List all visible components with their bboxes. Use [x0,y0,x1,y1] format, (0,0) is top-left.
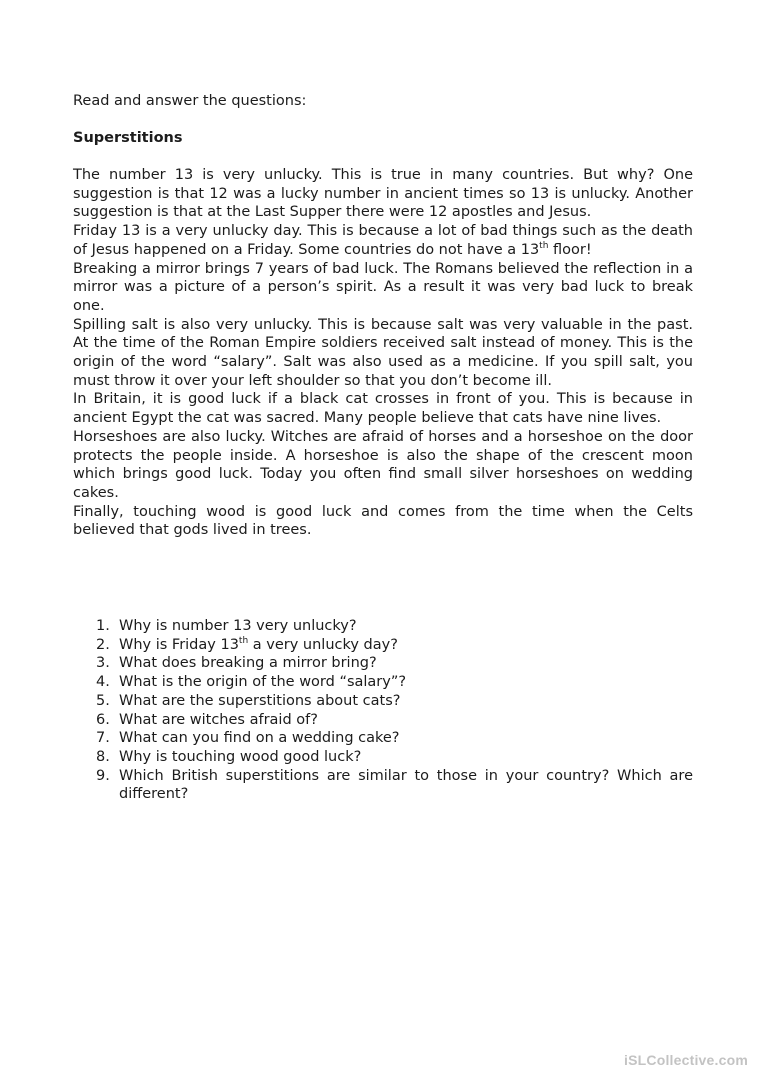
question-text: What are the superstitions about cats? [119,692,401,709]
question-number: 1. [96,618,110,634]
instruction-text: Read and answer the questions: [73,93,307,109]
superscript: th [238,635,249,646]
question-item [73,692,693,711]
paragraph-text: The number 13 is very unlucky. This is true in many countries. But why? One suggestion is that 12 was a lucky number in ancient times so 13 is unlucky. Another suggestion is that at the Last Supper there were 12 apostles and Jesus. [73,167,693,221]
paragraph [73,503,693,540]
question-item [73,748,693,767]
question-number: 8. [96,748,110,765]
question-text: Why is Friday 13 [119,636,239,653]
paragraph [73,166,693,222]
question-item [73,711,693,730]
question-item [73,654,693,673]
paragraph [73,260,693,316]
question-number: 2. [96,636,110,653]
paragraph [73,222,693,259]
question-text: What are witches afraid of? [119,711,318,728]
question-item [73,617,693,636]
question-number: 7. [96,730,110,747]
question-text: What is the origin of the word “salary”? [119,674,407,691]
worksheet-title: Superstitions [73,130,183,146]
question-text: What does breaking a mirror bring? [119,655,377,672]
paragraph-text: floor! [548,241,592,258]
reading-text [73,166,693,540]
question-item [73,767,693,804]
paragraph-text: In Britain, it is good luck if a black cat crosses in front of you. This is because in ancient Egypt the cat was sacred. Many people believe that cats have nine lives. [73,391,693,427]
question-item [73,729,693,748]
question-number: 5. [96,692,110,709]
question-number: 3. [96,655,110,672]
question-text: What can you find on a wedding cake? [119,730,400,747]
paragraph [73,428,693,503]
paragraph [73,390,693,427]
question-list [73,617,693,804]
question-text: Which British superstitions are similar to those in your country? Which are different? [119,767,693,803]
paragraph-text: Friday 13 is a very unlucky day. This is because a lot of bad things such as the death of Jesus happened on a Friday. Some countries do not have a 13 [73,223,693,258]
question-text: Why is touching wood good luck? [119,748,362,765]
paragraph-text: Finally, touching wood is good luck and comes from the time when the Celts believed that gods lived in trees. [73,503,693,539]
question-text: a very unlucky day? [248,636,398,653]
paragraph-text: Horseshoes are also lucky. Witches are afraid of horses and a horseshoe on the door protects the people inside. A horseshoe is also the shape of the crescent moon which brings good luck. Today you often find small silver horseshoes on wedding cakes. [73,428,693,501]
paragraph [73,316,693,391]
question-number: 4. [96,674,110,691]
question-text: Why is number 13 very unlucky? [119,618,357,634]
paragraph-text: Breaking a mirror brings 7 years of bad luck. The Romans believed the reflection in a mirror was a picture of a person’s spirit. As a result it was very bad luck to break one. [73,260,693,314]
paragraph-text: Spilling salt is also very unlucky. This is because salt was very valuable in the past. At the time of the Roman Empire soldiers received salt instead of money. This is the origin of the word “salary”. Salt was also used as a medicine. If you spill salt, you must throw it over your left shoulder so that you don’t become ill. [73,316,693,389]
question-number: 9. [96,767,110,784]
watermark: iSLCollective.com [624,1052,748,1068]
question-number: 6. [96,711,110,728]
superscript: th [539,240,549,251]
question-item [73,636,693,655]
question-item [73,673,693,692]
